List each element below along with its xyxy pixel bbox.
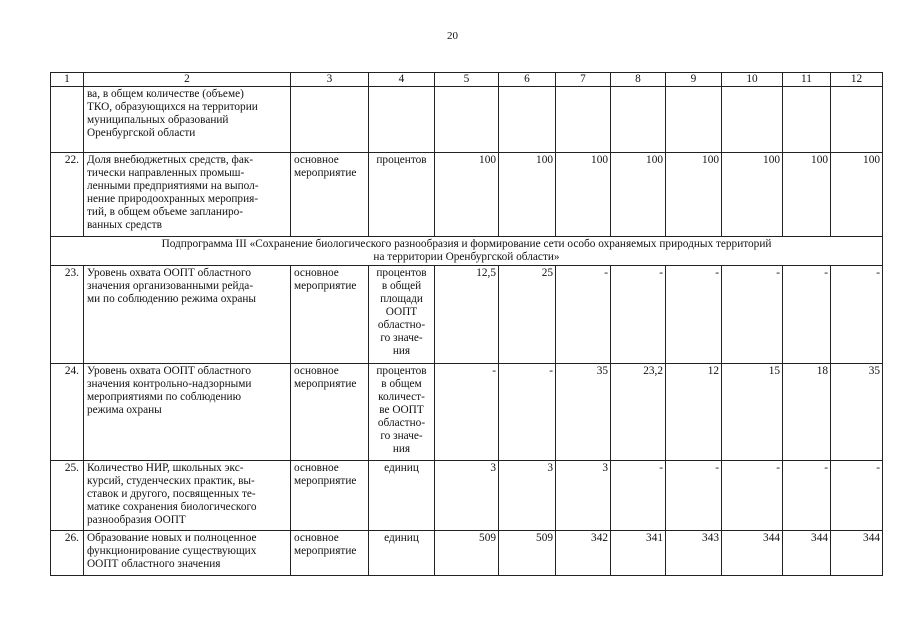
col-header: 8: [611, 73, 666, 87]
value-cell: 344: [722, 531, 783, 576]
col-header: 2: [84, 73, 291, 87]
value-cell: 100: [722, 153, 783, 237]
value-cell: -: [722, 461, 783, 531]
value-cell: -: [783, 266, 831, 364]
value-cell: 12,5: [435, 266, 499, 364]
value-cell: -: [666, 266, 722, 364]
value-cell: 3: [435, 461, 499, 531]
unit-of-measure: процентов в общем количест- ве ООПТ областно- го значе- ния: [369, 364, 435, 461]
value-cell: -: [611, 266, 666, 364]
value-cell: 100: [435, 153, 499, 237]
unit-of-measure: процентов в общей площади ООПТ областно- го значе- ния: [369, 266, 435, 364]
value-cell: 18: [783, 364, 831, 461]
col-header: 5: [435, 73, 499, 87]
indicator-name: Количество НИР, школьных экс- курсий, студенческих практик, вы- ставок и другого, посвященных те- матике сохранения биологического разнообразия ООПТ: [84, 461, 291, 531]
row-number: 26.: [51, 531, 84, 576]
value-cell: 35: [831, 364, 883, 461]
indicator-name: Образование новых и полноценное функционирование существующих ООПТ областного значения: [84, 531, 291, 576]
value-cell: 35: [556, 364, 611, 461]
col-header: 6: [499, 73, 556, 87]
table-row: [51, 364, 883, 461]
indicators-table: [50, 72, 883, 576]
col-header: 1: [51, 73, 84, 87]
event-type: основное мероприятие: [291, 364, 369, 461]
value-cell: -: [556, 266, 611, 364]
value-cell: 25: [499, 266, 556, 364]
value-cell: 100: [666, 153, 722, 237]
value-cell: -: [435, 364, 499, 461]
table-row: [51, 531, 883, 576]
event-type: основное мероприятие: [291, 531, 369, 576]
subprogram-row: [51, 237, 883, 266]
value-cell: -: [831, 266, 883, 364]
value-cell: -: [499, 364, 556, 461]
unit-of-measure: процентов: [369, 153, 435, 237]
value-cell: -: [783, 461, 831, 531]
row-number: 22.: [51, 153, 84, 237]
value-cell: -: [611, 461, 666, 531]
value-cell: 343: [666, 531, 722, 576]
value-cell: 342: [556, 531, 611, 576]
value-cell: -: [831, 461, 883, 531]
indicator-name: Доля внебюджетных средств, фак- тически направленных промыш- ленными предприятиями на выпол- нение природоохранных мероприя- тий, в общем объеме запланиро- ванных средств: [84, 153, 291, 237]
value-cell: 3: [499, 461, 556, 531]
table-row: [51, 153, 883, 237]
row-number: 23.: [51, 266, 84, 364]
value-cell: 100: [556, 153, 611, 237]
col-header: 3: [291, 73, 369, 87]
col-header: 9: [666, 73, 722, 87]
col-header: 7: [556, 73, 611, 87]
value-cell: 100: [831, 153, 883, 237]
row-number: 24.: [51, 364, 84, 461]
value-cell: -: [722, 266, 783, 364]
unit-of-measure: единиц: [369, 461, 435, 531]
value-cell: 100: [783, 153, 831, 237]
value-cell: 100: [499, 153, 556, 237]
subprogram-title: Подпрограмма III «Сохранение биологического разнообразия и формирование сети особо охраняемых природных территорий на территории Оренбургской области»: [51, 237, 883, 266]
page-number: 20: [447, 30, 458, 42]
table-header-row: [51, 73, 883, 87]
value-cell: 344: [783, 531, 831, 576]
col-header: 4: [369, 73, 435, 87]
value-cell: 509: [499, 531, 556, 576]
col-header: 10: [722, 73, 783, 87]
value-cell: 15: [722, 364, 783, 461]
value-cell: 344: [831, 531, 883, 576]
continuation-text: ва, в общем количестве (объеме) ТКО, образующихся на территории муниципальных образований Оренбургской области: [84, 87, 291, 153]
indicator-name: Уровень охвата ООПТ областного значения организованными рейда- ми по соблюдению режима охраны: [84, 266, 291, 364]
unit-of-measure: единиц: [369, 531, 435, 576]
table-row: [51, 461, 883, 531]
event-type: основное мероприятие: [291, 461, 369, 531]
table-row-continuation: [51, 87, 883, 153]
event-type: основное мероприятие: [291, 266, 369, 364]
value-cell: -: [666, 461, 722, 531]
value-cell: 341: [611, 531, 666, 576]
table-row: [51, 266, 883, 364]
col-header: 11: [783, 73, 831, 87]
value-cell: 23,2: [611, 364, 666, 461]
row-number: 25.: [51, 461, 84, 531]
value-cell: 509: [435, 531, 499, 576]
event-type: основное мероприятие: [291, 153, 369, 237]
value-cell: 3: [556, 461, 611, 531]
indicator-name: Уровень охвата ООПТ областного значения контрольно-надзорными мероприятиями по соблюдению режима охраны: [84, 364, 291, 461]
value-cell: 12: [666, 364, 722, 461]
col-header: 12: [831, 73, 883, 87]
value-cell: 100: [611, 153, 666, 237]
